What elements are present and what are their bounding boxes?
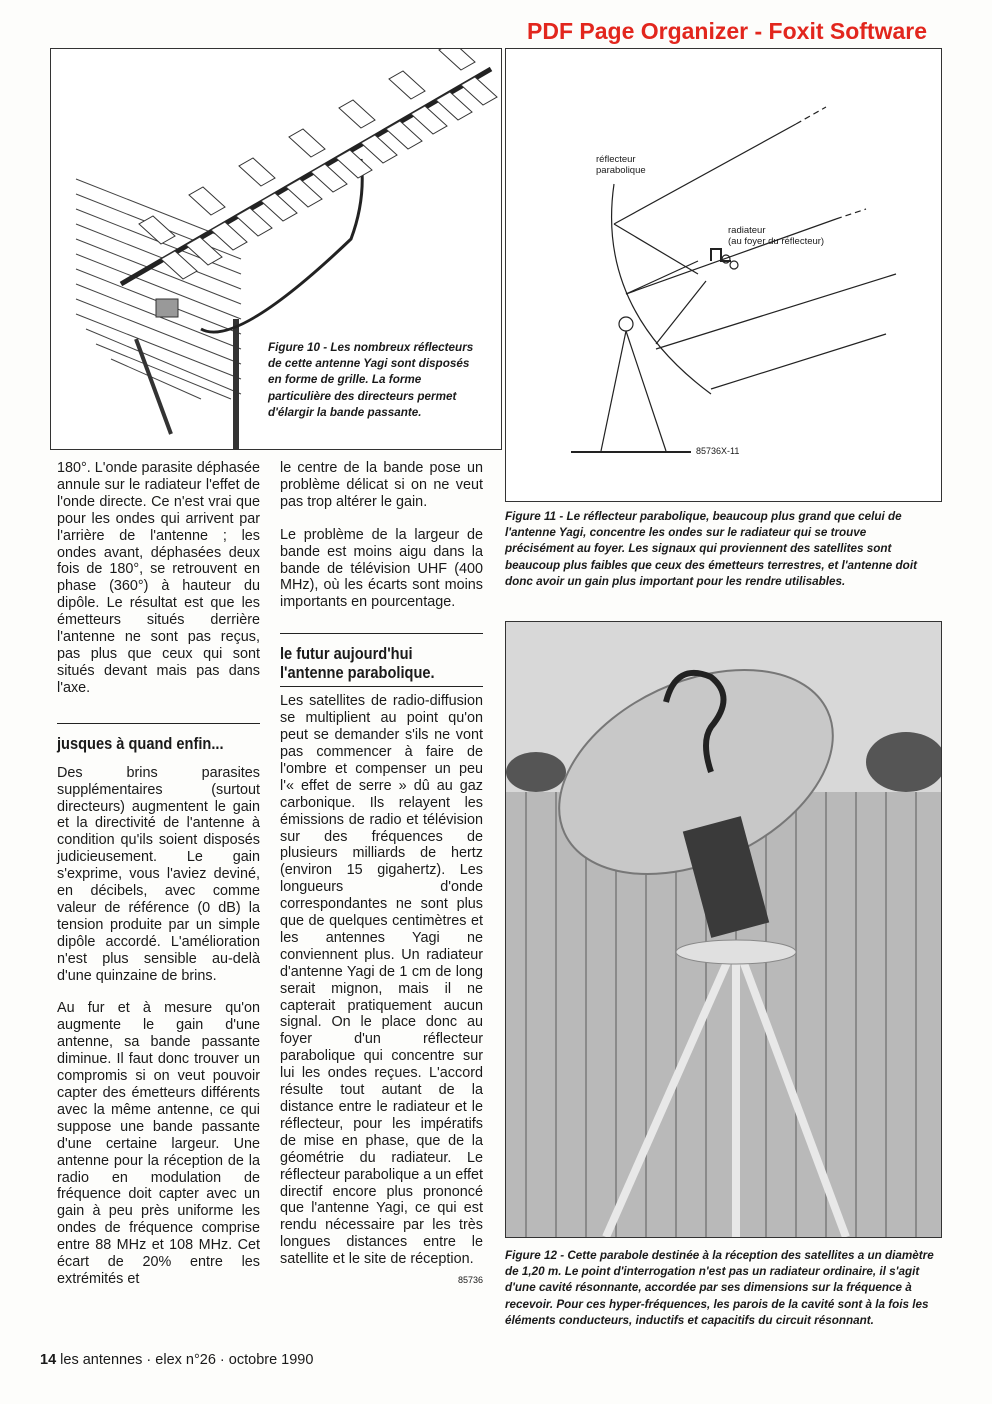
heading-rule	[57, 723, 260, 724]
director-elements	[139, 49, 497, 279]
label-radiator: radiateur (au foyer du réflecteur)	[728, 225, 825, 247]
column-1-paragraph-2: Des brins parasites supplémentaires (surtout directeurs) augmentent le gain et la directivité de l'antenne à condition qu'ils soient disposés judicieusement. Le gain s'exprime, vous l'aviez deviné, en décibels, avec comme valeur de référence (0 dB) la tension produite par un simple dipôle accordé. L'amélioration n'est plus sensible au-delà d'une quinzaine de brins.	[57, 764, 260, 984]
column-2-paragraph-2: Le problème de la largeur de bande est moins aigu dans la bande de télévision UHF (400 MHz), où les écarts sont moins importants en pourcentage.	[280, 526, 483, 611]
section-heading-jusques: jusques à quand enfin...	[57, 733, 224, 753]
column-2-paragraph-1: le centre de la bande pose un problème délicat si on ne veut pas trop altérer le gain.	[280, 460, 483, 510]
column-2-paragraph-3: Les satellites de radio-diffusion se multiplient au point qu'on peut se demander s'ils ne vont pas commencer à faire de l'ombre et compenser un peu l'« effet de serre » dû au gaz carbonique. Ils relayent les émissions de radio et télévision sur des fréquences de plusieurs milliards de hertz (environ 15 gigahertz). Les longueurs d'onde correspondantes ne sont plus que de quelques centimètres et les antennes Yagi ne conviennent plus. Un radiateur d'antenne Yagi de 1 cm de long serait mignon, mais il ne capterait pratiquement aucun signal. On le place donc au foyer d'un réflecteur parabolique qui concentre sur lui les ondes reçues. L'accord résulte tout autant de la distance entre le radiateur et le réflecteur, pour les impératifs de mise en phase, que de la géométrie du radiateur. Le réflecteur parabolique a un effet directif encore plus prononcé que l'antenne Yagi, ce qui est rendu nécessaire par les très longues distances entre le satellite et le site de réception. 85736	[280, 693, 483, 1268]
column-1-paragraph-1: 180°. L'onde parasite déphasée annule sur le radiateur l'effet de l'onde directe. Ce n'est vrai que pour les ondes qui arrivent par l'arrière de l'antenne ; les ondes avant, déphasées deux fois de 180°, se retrouvent en phase (360°) à hauteur du dipôle. Le résultat est que les émetteurs situés derrière l'antenne ne sont pas reçus, pas plus que ceux qui sont situés devant mais pas dans l'axe.	[57, 460, 260, 696]
column-1-paragraph-3: Au fur et à mesure qu'on augmente le gain d'une antenne, sa bande passante diminue. Il faut donc trouver un compromis si on veut pouvoir capter des émetteurs différents avec la même antenne, ce qui suppose une bande passante d'une certaine largeur. Une antenne pour la réception de la radio en modulation de fréquence doit capter avec un gain à peu près uniforme les ondes de fréquence comprise entre 88 MHz et 108 MHz. Cet écart de 20% entre les extrémités et	[57, 1000, 260, 1287]
figure-10-caption-box	[262, 334, 500, 448]
figure-10-caption: Figure 10 - Les nombreux réflecteurs de cette antenne Yagi sont disposés en forme de grille. La forme particulière des directeurs permet d'élargir la bande passante.	[268, 341, 474, 419]
figure-11-frame	[505, 48, 942, 502]
watermark-text: PDF Page Organizer - Foxit Software	[527, 18, 928, 44]
article-code: 85736	[457, 1275, 483, 1286]
heading-rule	[280, 686, 483, 687]
section-heading-futur: le futur aujourd'hui l'antenne parabolique.	[280, 644, 435, 683]
page-footer	[40, 1352, 313, 1368]
heading-rule	[280, 633, 483, 634]
page-number: 14	[40, 1352, 57, 1368]
figure-12-caption: Figure 12 - Cette parabole destinée à la réception des satellites a un diamètre de 1,20 m. Le point d'interrogation n'est pas un radiateur ordinaire, il s'agit d'une cavité résonnante, accordée par ses dimensions sur la fréquence à recevoir. Pour ces hyper-fréquences, les parois de la cavité sont à la fois les éléments conducteurs, inductifs et capacitifs du circuit résonnant.	[505, 1249, 934, 1327]
figure-11-caption: Figure 11 - Le réflecteur parabolique, beaucoup plus grand que celui de l'antenne Yagi, concentre les ondes sur le radiateur qui se trouve précisément au foyer. Les signaux qui proviennent des satellites sont beaucoup plus faibles que ceux des émetteurs terrestres, et l'antenne doit donc avoir un gain plus important pour les rendre utilisables.	[505, 510, 917, 588]
figure-12-photo	[505, 621, 942, 1238]
reflector-curve	[612, 184, 711, 394]
column-2	[280, 460, 483, 1289]
figure-11-code: 85736X-11	[696, 446, 740, 456]
footer-text: les antennes · elex n°26 · octobre 1990	[60, 1352, 314, 1368]
parabolic-reflector-diagram	[506, 49, 941, 501]
satellite-dish-photo	[506, 622, 941, 1237]
column-1	[57, 460, 260, 1304]
label-reflector: réflecteur parabolique	[596, 154, 646, 176]
